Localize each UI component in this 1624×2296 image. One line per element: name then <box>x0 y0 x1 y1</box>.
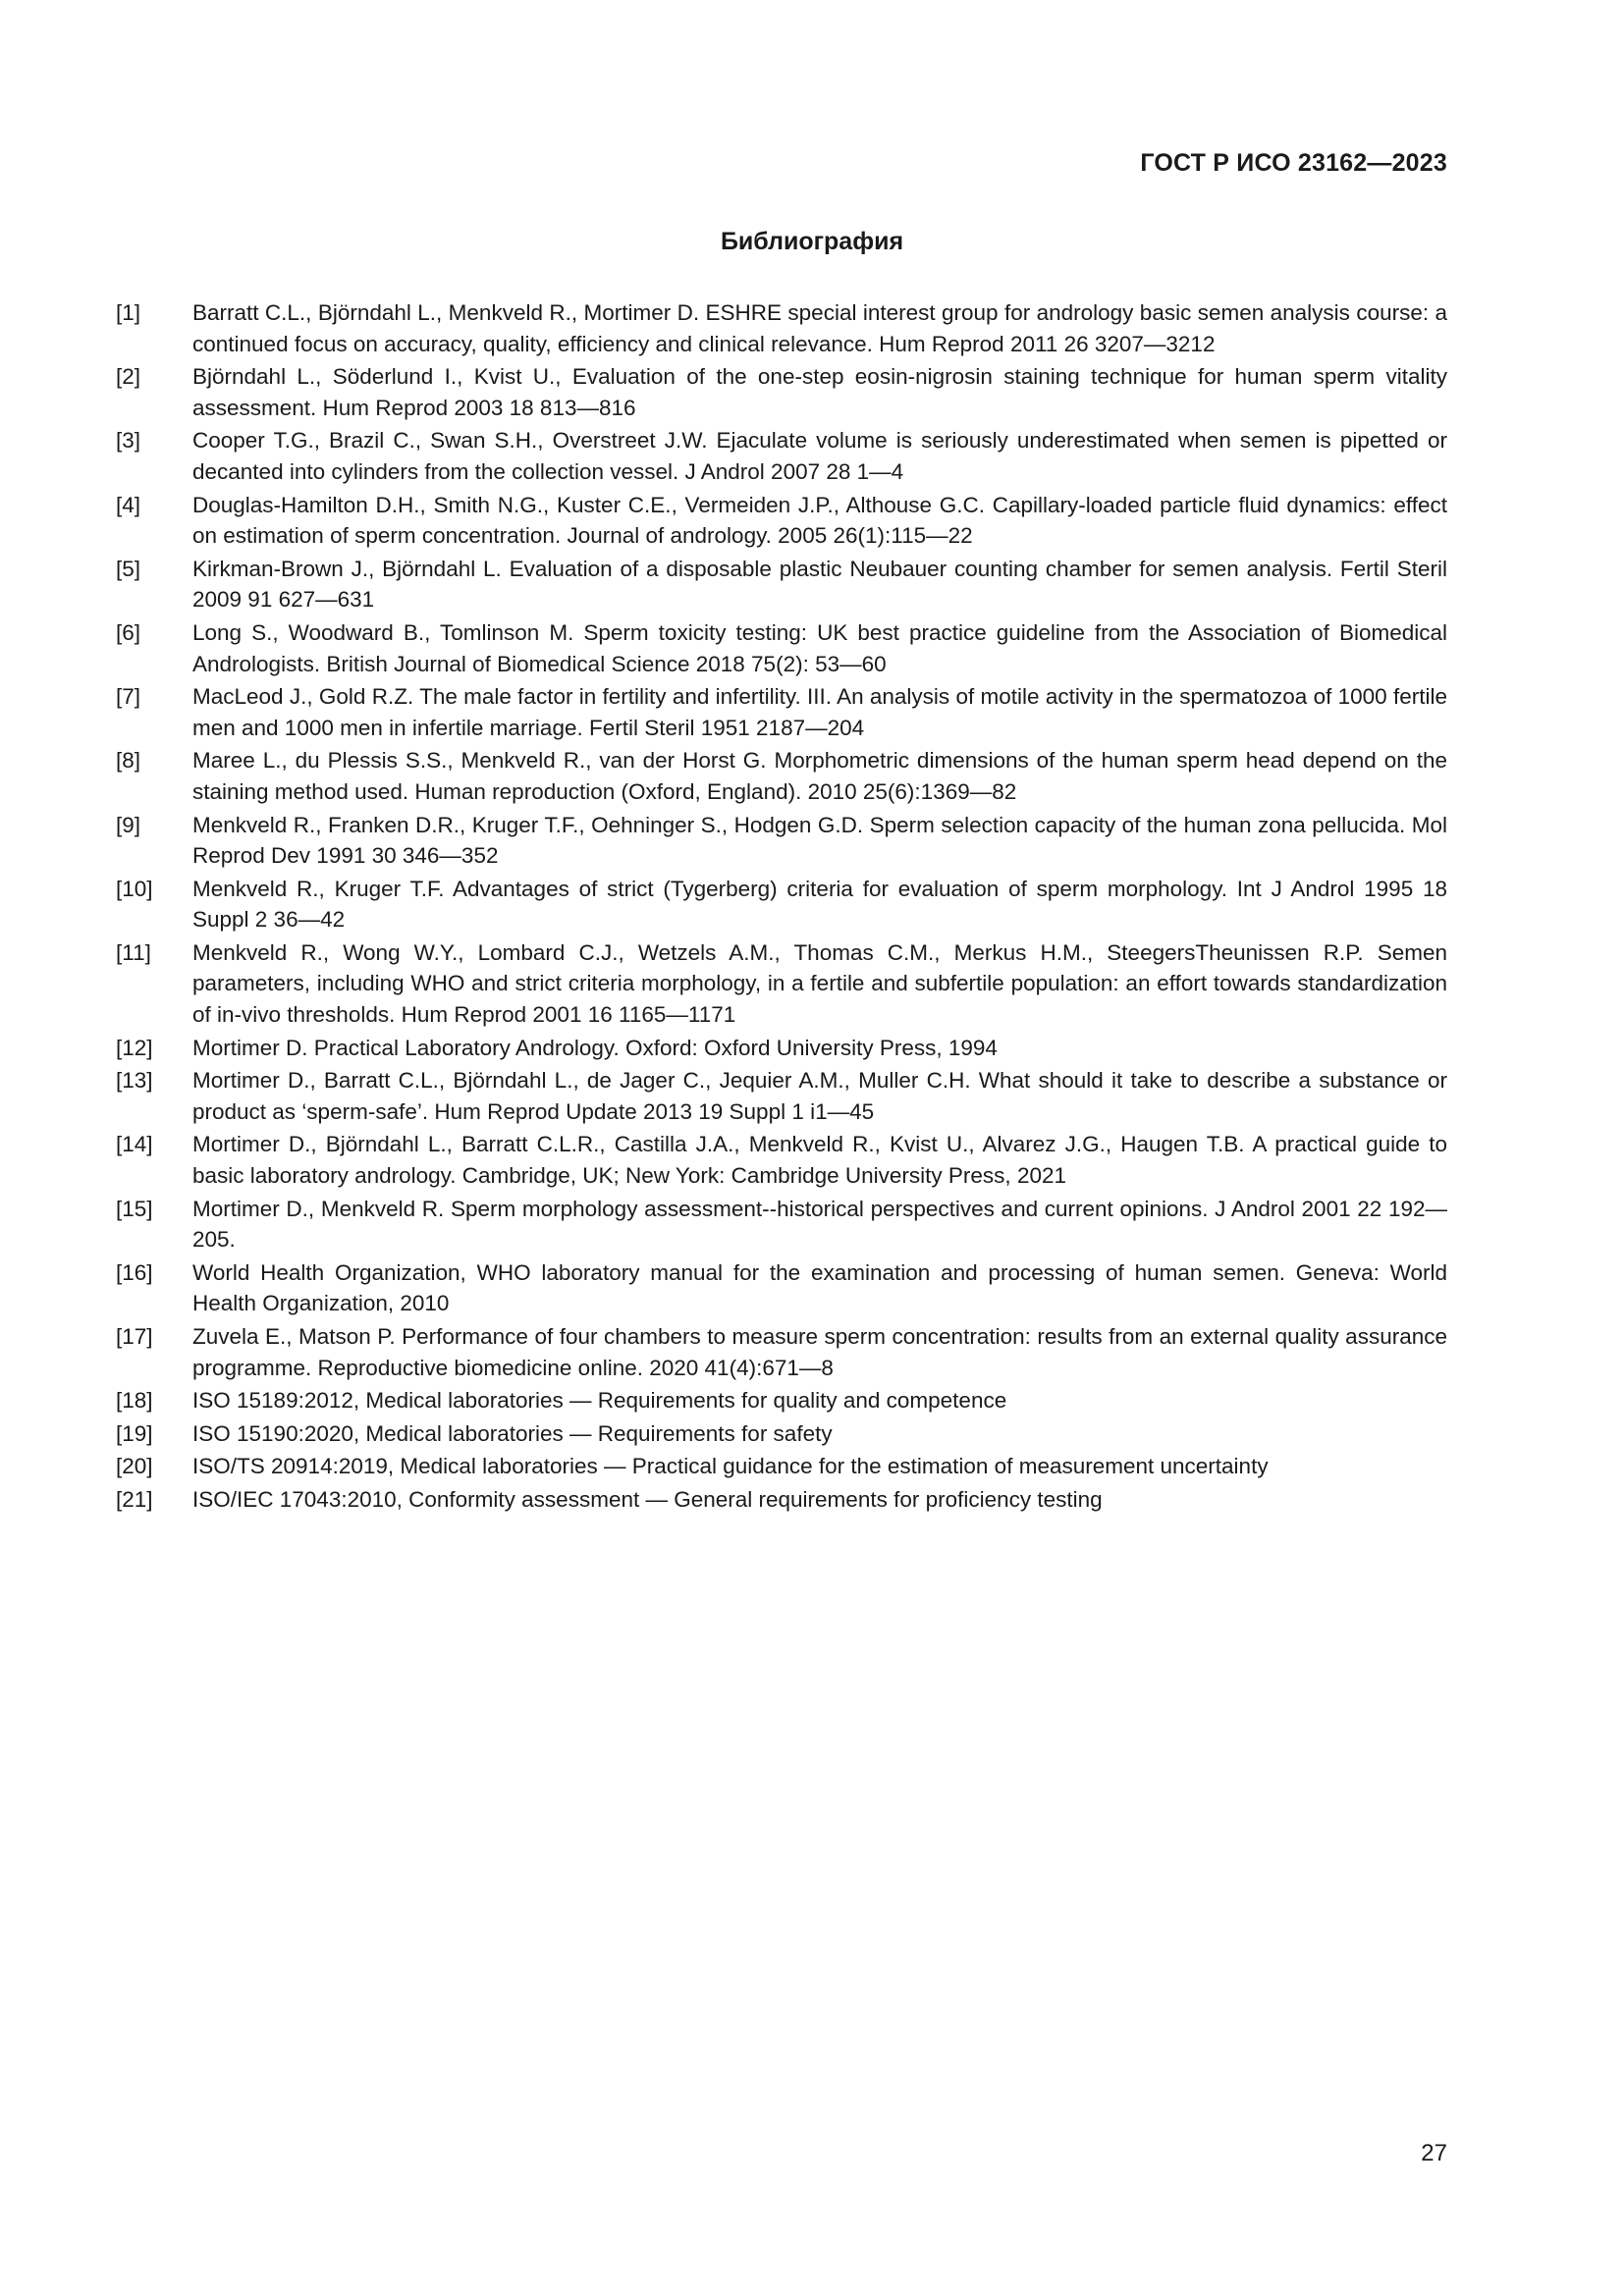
bibliography-entry <box>116 425 1447 487</box>
entry-text: Mortimer D. Practical Laboratory Andrology. Oxford: Oxford University Press, 1994 <box>192 1035 998 1060</box>
entry-number: [13] <box>116 1068 153 1094</box>
bibliography-entry <box>116 1418 1447 1450</box>
entry-number: [1] <box>116 300 141 325</box>
entry-text: Zuvela E., Matson P. Performance of four chambers to measure sperm concentration: results from an external quality assurance programme. Reproductive biomedicine online. 2020 41(4):671—8 <box>192 1324 1447 1380</box>
bibliography-entry <box>116 1321 1447 1383</box>
entry-text: Menkveld R., Kruger T.F. Advantages of strict (Tygerberg) criteria for evaluation of sperm morphology. Int J Androl 1995 18 Suppl 2 36—42 <box>192 876 1447 933</box>
entry-number: [11] <box>116 939 151 965</box>
entry-text: ISO/IEC 17043:2010, Conformity assessment — General requirements for proficiency testing <box>192 1486 1103 1512</box>
bibliography-entry <box>116 490 1447 552</box>
bibliography-entry <box>116 1129 1447 1191</box>
bibliography-entry <box>116 1194 1447 1255</box>
entry-text: ISO/TS 20914:2019, Medical laboratories — Practical guidance for the estimation of measurement uncertainty <box>192 1454 1269 1479</box>
entry-number: [14] <box>116 1132 153 1157</box>
entry-number: [12] <box>116 1035 153 1060</box>
bibliography-entry <box>116 810 1447 872</box>
entry-number: [9] <box>116 812 141 837</box>
section-title: Библиография <box>720 228 904 255</box>
entry-number: [19] <box>116 1420 153 1446</box>
entry-text: Barratt C.L., Björndahl L., Menkveld R., Mortimer D. ESHRE special interest group for andrology basic semen analysis course: a continued focus on accuracy, quality, efficiency and clinical relevance. Hum Reprod 2011 26 3207—3212 <box>192 300 1447 356</box>
page-number: 27 <box>1421 2140 1447 2166</box>
entry-number: [17] <box>116 1324 153 1349</box>
bibliography-entry <box>116 745 1447 807</box>
entry-text: ISO 15190:2020, Medical laboratories — Requirements for safety <box>192 1420 833 1446</box>
bibliography-entry <box>116 1385 1447 1416</box>
entry-text: Mortimer D., Barratt C.L., Björndahl L., de Jager C., Jequier A.M., Muller C.H. What should it take to describe a substance or product as ‘sperm-safe’. Hum Reprod Update 2013 19 Suppl 1 i1—45 <box>192 1068 1447 1124</box>
entry-text: World Health Organization, WHO laboratory manual for the examination and processing of human semen. Geneva: World Health Organization, 2010 <box>192 1259 1447 1316</box>
entry-number: [3] <box>116 428 141 454</box>
bibliography-entry <box>116 1484 1447 1516</box>
bibliography-entry <box>116 297 1447 359</box>
entry-text: Long S., Woodward B., Tomlinson M. Sperm toxicity testing: UK best practice guideline from the Association of Biomedical Andrologists. British Journal of Biomedical Science 2018 75(2): 53—60 <box>192 619 1447 676</box>
document-code: ГОСТ Р ИСО 23162—2023 <box>1140 149 1447 177</box>
bibliography-entry <box>116 1033 1447 1064</box>
entry-number: [16] <box>116 1259 153 1285</box>
entry-text: Maree L., du Plessis S.S., Menkveld R., van der Horst G. Morphometric dimensions of the human sperm head depend on the staining method used. Human reproduction (Oxford, England). 2010 25(6):1369—82 <box>192 748 1447 804</box>
bibliography-entry <box>116 617 1447 679</box>
bibliography-entry <box>116 681 1447 743</box>
entry-text: Mortimer D., Björndahl L., Barratt C.L.R., Castilla J.A., Menkveld R., Kvist U., Alvarez J.G., Haugen T.B. A practical guide to basic laboratory andrology. Cambridge, UK; New York: Cambridge University Press, 2021 <box>192 1132 1447 1189</box>
entry-number: [5] <box>116 556 141 581</box>
bibliography-list <box>116 297 1447 1518</box>
entry-text: Kirkman-Brown J., Björndahl L. Evaluation of a disposable plastic Neubauer counting chamber for semen analysis. Fertil Steril 2009 91 627—631 <box>192 556 1447 613</box>
entry-number: [4] <box>116 492 141 517</box>
entry-number: [18] <box>116 1388 153 1414</box>
bibliography-entry <box>116 937 1447 1031</box>
bibliography-entry <box>116 874 1447 935</box>
bibliography-entry <box>116 1065 1447 1127</box>
entry-text: Björndahl L., Söderlund I., Kvist U., Evaluation of the one-step eosin-nigrosin staining technique for human sperm vitality assessment. Hum Reprod 2003 18 813—816 <box>192 364 1447 420</box>
entry-number: [21] <box>116 1486 153 1512</box>
entry-number: [6] <box>116 619 141 645</box>
entry-text: Mortimer D., Menkveld R. Sperm morphology assessment--historical perspectives and current opinions. J Androl 2001 22 192—205. <box>192 1196 1447 1253</box>
entry-number: [10] <box>116 876 153 901</box>
entry-text: Cooper T.G., Brazil C., Swan S.H., Overstreet J.W. Ejaculate volume is seriously underestimated when semen is pipetted or decanted into cylinders from the collection vessel. J Androl 2007 28 1—4 <box>192 428 1447 484</box>
entry-text: Menkveld R., Wong W.Y., Lombard C.J., Wetzels A.M., Thomas C.M., Merkus H.M., SteegersTheunissen R.P. Semen parameters, including WHO and strict criteria morphology, in a fertile and subfertile population: an effort towards standardization of in-vivo thresholds. Hum Reprod 2001 16 1165—1171 <box>192 939 1447 1028</box>
bibliography-entry <box>116 361 1447 423</box>
bibliography-entry <box>116 554 1447 615</box>
entry-text: Douglas-Hamilton D.H., Smith N.G., Kuster C.E., Vermeiden J.P., Althouse G.C. Capillary-loaded particle fluid dynamics: effect on estimation of sperm concentration. Journal of andrology. 2005 26(1):115—22 <box>192 492 1447 549</box>
entry-text: ISO 15189:2012, Medical laboratories — Requirements for quality and competence <box>192 1388 1007 1414</box>
entry-number: [2] <box>116 364 141 390</box>
entry-number: [7] <box>116 684 141 710</box>
entry-number: [8] <box>116 748 141 774</box>
bibliography-entry <box>116 1257 1447 1319</box>
entry-number: [15] <box>116 1196 153 1221</box>
entry-number: [20] <box>116 1454 153 1479</box>
entry-text: Menkveld R., Franken D.R., Kruger T.F., Oehninger S., Hodgen G.D. Sperm selection capacity of the human zona pellucida. Mol Reprod Dev 1991 30 346—352 <box>192 812 1447 869</box>
entry-text: MacLeod J., Gold R.Z. The male factor in fertility and infertility. III. An analysis of motile activity in the spermatozoa of 1000 fertile men and 1000 men in infertile marriage. Fertil Steril 1951 2187—204 <box>192 684 1447 740</box>
bibliography-entry <box>116 1451 1447 1482</box>
